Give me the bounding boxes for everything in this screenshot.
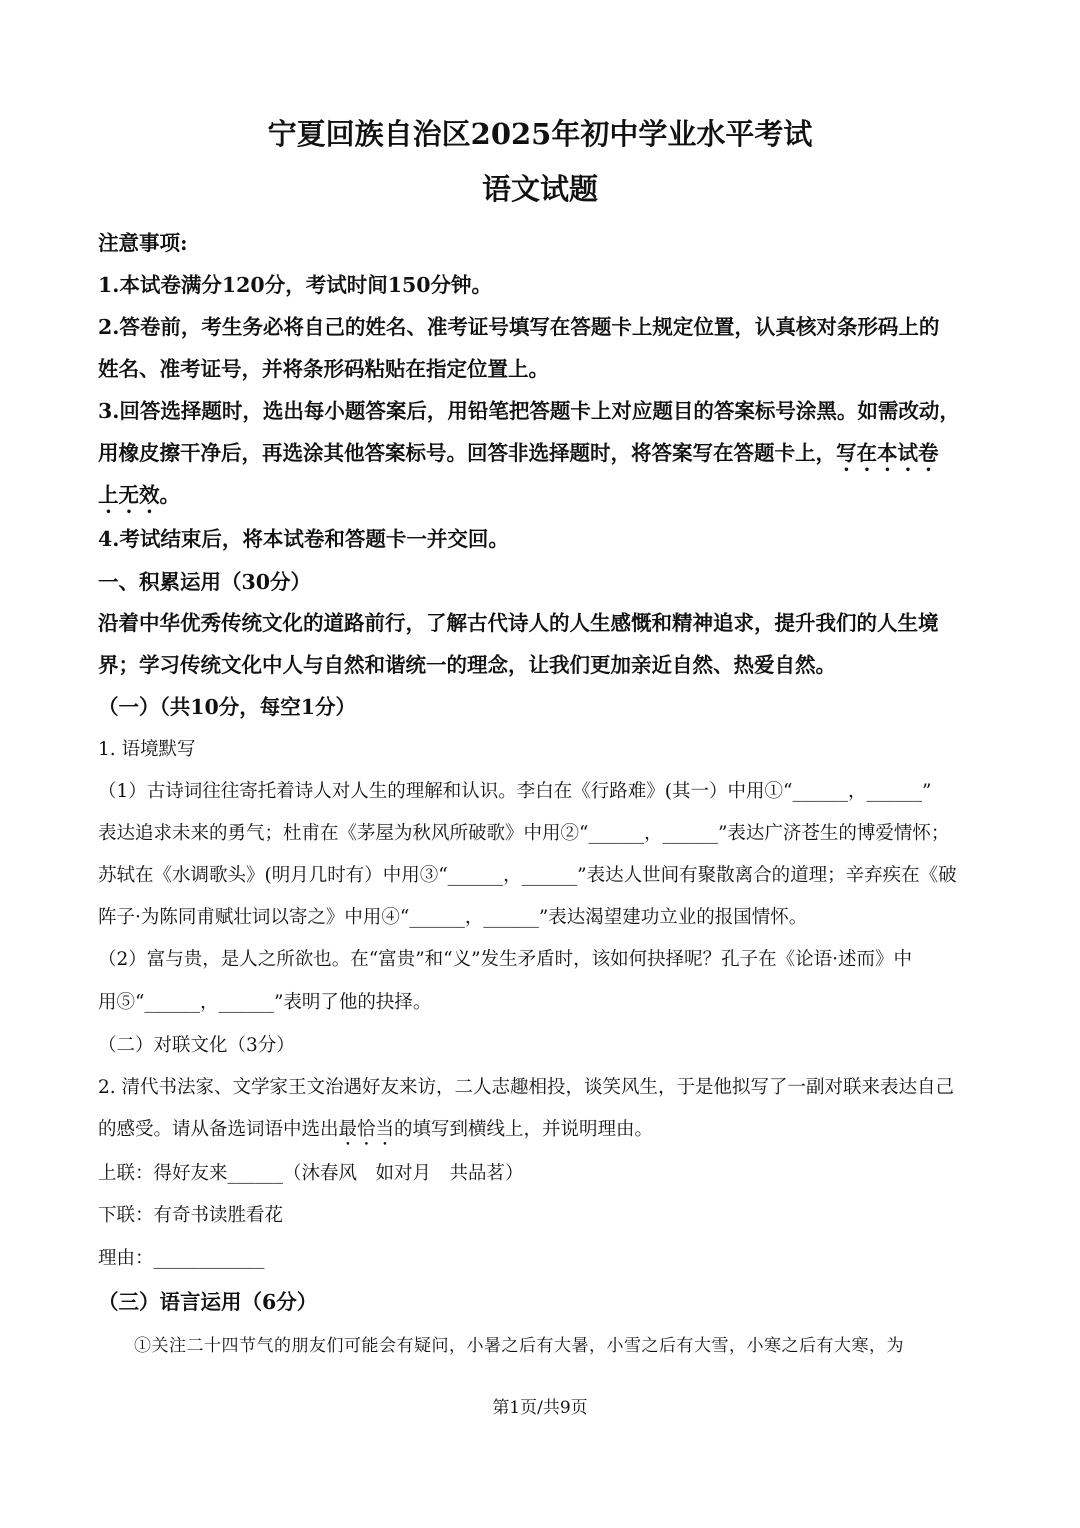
question-1-1-line-4: 阵子·为陈同甫赋壮词以寄之》中用④“______，______”表达渴望建功立业的报国情怀。 bbox=[98, 907, 808, 928]
note-3-emphasis: 写在本试卷 bbox=[836, 441, 939, 465]
note-4: 4.考试结束后，将本试卷和答题卡一并交回。 bbox=[98, 527, 509, 551]
notes-heading: 注意事项: bbox=[98, 231, 188, 255]
couplet-lower: 下联：有奇书读胜看花 bbox=[98, 1205, 284, 1226]
exam-title: 宁夏回族自治区2025年初中学业水平考试 bbox=[267, 117, 813, 151]
section-1-heading: （一）（共10分，每空1分） bbox=[98, 695, 357, 719]
note-3-period: 。 bbox=[159, 483, 180, 507]
part1-heading: 一、积累运用（30分） bbox=[98, 570, 312, 594]
question-1-2-line-2: 用⑤“______，______”表明了他的抉择。 bbox=[98, 992, 432, 1013]
page-number: 第1页/共9页 bbox=[492, 1398, 588, 1418]
question-2-line-2-post: 的填写到横线上，并说明理由。 bbox=[394, 1119, 654, 1140]
part1-intro-line-2: 界；学习传统文化中人与自然和谐统一的理念，让我们更加亲近自然、热爱自然。 bbox=[98, 653, 836, 677]
question-1-title: 1. 语境默写 bbox=[98, 739, 196, 760]
exam-subtitle: 语文试题 bbox=[481, 172, 598, 206]
couplet-reason: 理由：____________ bbox=[98, 1248, 265, 1269]
couplet-upper: 上联：得好友来______（沐春风 如对月 共品茗） bbox=[98, 1163, 524, 1184]
note-3-line-1: 3.回答选择题时，选出每小题答案后，用铅笔把答题卡上对应题目的答案标号涂黑。如需改动， bbox=[98, 399, 960, 423]
note-2-line-2: 姓名、准考证号，并将条形码粘贴在指定位置上。 bbox=[98, 357, 549, 381]
question-3-text: ①关注二十四节气的朋友们可能会有疑问，小暑之后有大暑，小雪之后有大雪，小寒之后有大寒，为 bbox=[134, 1336, 904, 1356]
note-2-line-1: 2.答卷前，考生务必将自己的姓名、准考证号填写在答题卡上规定位置，认真核对条形码上的 bbox=[98, 315, 940, 339]
note-1: 1.本试卷满分120分，考试时间150分钟。 bbox=[98, 273, 492, 297]
note-3-emphasis-2: 上无效 bbox=[98, 483, 160, 507]
question-2-line-1: 2. 清代书法家、文学家王文治遇好友来访，二人志趣相投，谈笑风生，于是他拟写了一副对联来表达自己 bbox=[98, 1077, 955, 1098]
section-3-heading: （三）语言运用（6分） bbox=[98, 1290, 318, 1314]
note-3-line-2-text: 用橡皮擦干净后，再选涂其他答案标号。回答非选择题时，将答案写在答题卡上， bbox=[98, 441, 836, 465]
question-1-1-line-2: 表达追求未来的勇气；杜甫在《茅屋为秋风所破歌》中用②“______，______”表达广济苍生的博爱情怀； bbox=[98, 823, 950, 844]
question-2-line-2-pre: 的感受。请从备选词语中选出 bbox=[98, 1119, 339, 1140]
section-2-heading: （二）对联文化（3分） bbox=[98, 1035, 295, 1056]
note-3-line-2 bbox=[98, 436, 939, 476]
question-1-1-line-1: （1）古诗词往往寄托着诗人对人生的理解和认识。李白在《行路难》(其一）中用①“______，______” bbox=[98, 781, 932, 802]
note-3-line-3 bbox=[98, 478, 180, 518]
question-2-emphasis: 最恰当 bbox=[338, 1119, 395, 1140]
question-1-1-line-3: 苏轼在《水调歌头》(明月几时有）中用③“______，______”表达人世间有聚散离合的道理；辛弃疾在《破 bbox=[98, 865, 957, 886]
part1-intro-line-1: 沿着中华优秀传统文化的道路前行，了解古代诗人的人生感慨和精神追求，提升我们的人生境 bbox=[98, 611, 939, 635]
question-1-2-line-1: （2）富与贵，是人之所欲也。在“富贵”和“义”发生矛盾时，该如何抉择呢？孔子在《论语·述而》中 bbox=[98, 949, 912, 970]
question-2-line-2 bbox=[98, 1115, 653, 1150]
